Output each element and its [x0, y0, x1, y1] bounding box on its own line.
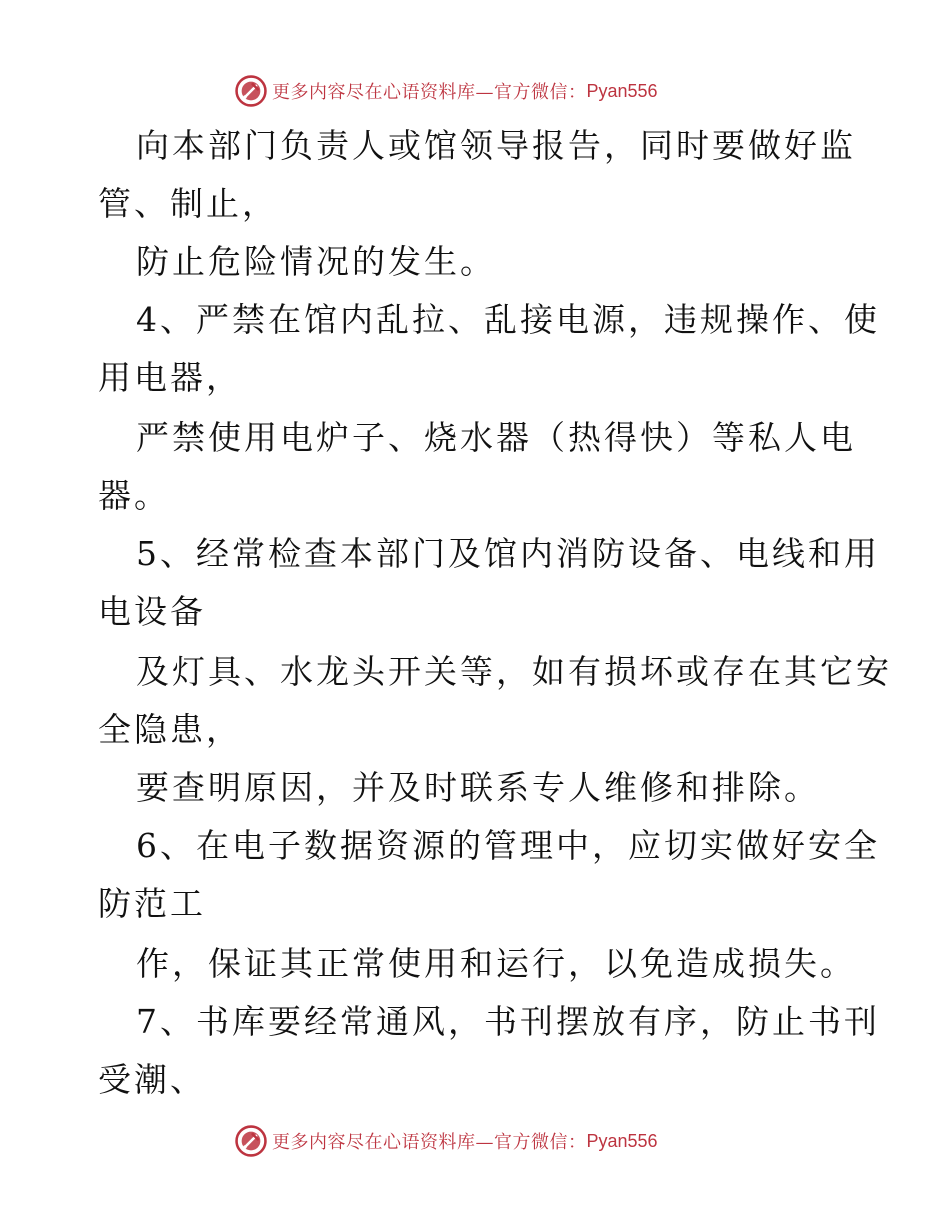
text-line: 用电器， — [98, 358, 242, 397]
text-line: 防止危险情况的发生。 — [136, 242, 496, 281]
text-line: 5、经常检查本部门及馆内消防设备、电线和用 — [136, 534, 880, 573]
text-line: 要查明原因，并及时联系专人维修和排除。 — [136, 768, 820, 807]
footer-watermark — [234, 1123, 658, 1159]
text-line: 7、书库要经常通风，书刊摆放有序，防止书刊 — [136, 1002, 880, 1041]
text-line: 电设备 — [98, 592, 206, 631]
text-line: 防范工 — [98, 884, 206, 923]
text-line: 及灯具、水龙头开关等，如有损坏或存在其它安 — [136, 652, 892, 691]
seal-logo-icon — [234, 74, 268, 108]
watermark-text: 更多内容尽在心语资料库—官方微信： — [272, 1132, 587, 1153]
watermark-account: Pyan556 — [586, 80, 658, 101]
watermark-account: Pyan556 — [586, 1130, 658, 1151]
text-line: 全隐患， — [98, 710, 242, 749]
text-line: 严禁使用电炉子、烧水器（热得快）等私人电 — [136, 418, 856, 457]
text-line: 管、制止， — [98, 184, 278, 223]
text-line: 作，保证其正常使用和运行，以免造成损失。 — [136, 944, 856, 983]
text-line: 6、在电子数据资源的管理中，应切实做好安全 — [136, 826, 880, 865]
seal-logo-icon — [234, 1124, 268, 1158]
text-line: 向本部门负责人或馆领导报告，同时要做好监 — [136, 126, 856, 165]
header-watermark — [234, 73, 658, 109]
text-line: 4、严禁在馆内乱拉、乱接电源，违规操作、使 — [136, 300, 880, 339]
text-line: 器。 — [98, 476, 170, 515]
watermark-text: 更多内容尽在心语资料库—官方微信： — [272, 82, 587, 103]
text-line: 受潮、 — [98, 1060, 206, 1099]
